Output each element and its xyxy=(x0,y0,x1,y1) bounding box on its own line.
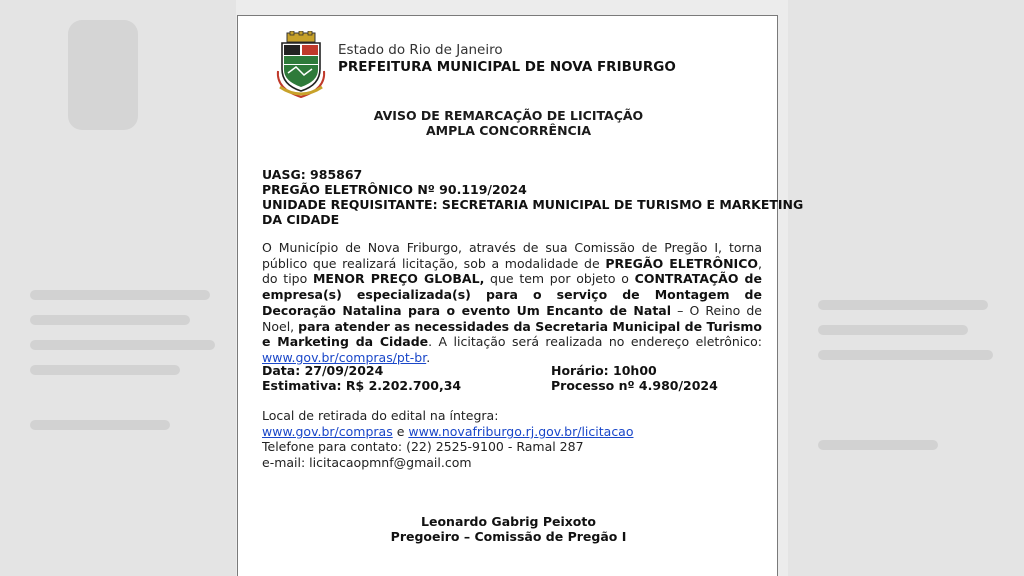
blurred-line xyxy=(818,350,993,360)
novafriburgo-link[interactable]: www.novafriburgo.rj.gov.br/licitacao xyxy=(408,424,634,439)
notice-document xyxy=(237,15,804,576)
body-bold: PREGÃO ELETRÔNICO xyxy=(605,255,758,271)
blurred-line xyxy=(30,420,170,430)
link-separator: e xyxy=(392,424,409,439)
state-name: Estado do Rio de Janeiro xyxy=(338,42,503,58)
edital-label: Local de retirada do edital na íntegra: xyxy=(262,408,499,423)
blurred-line xyxy=(30,315,190,325)
edital-links xyxy=(262,424,634,439)
blurred-line xyxy=(30,340,215,350)
body-text: , do tipo xyxy=(262,255,762,287)
background-left xyxy=(0,0,236,576)
requesting-unit: UNIDADE REQUISITANTE: SECRETARIA MUNICIPAL DE TURISMO E MARKETING xyxy=(262,197,804,212)
process-field: Processo nº 4.980/2024 xyxy=(551,378,718,393)
body-bold: CONTRATAÇÃO de empresa(s) especializada(s) para o serviço de Montagem de Decoração Natalina para o evento Um Encanto de Natal xyxy=(262,271,762,318)
blurred-line xyxy=(30,365,180,375)
blurred-line xyxy=(818,440,938,450)
body-bold: para atender as necessidades da Secretaria Municipal de Turismo e Marketing da Cidade xyxy=(262,318,762,350)
coat-of-arms-icon xyxy=(274,31,328,99)
body-text: . A licitação será realizada no endereço eletrônico: xyxy=(428,334,762,350)
phone-contact: Telefone para contato: (22) 2525-9100 - Ramal 287 xyxy=(262,439,584,454)
notice-subtitle: AMPLA CONCORRÊNCIA xyxy=(425,123,592,138)
gov-compras-link[interactable]: www.gov.br/compras xyxy=(262,424,393,439)
background-right xyxy=(788,0,1024,576)
date-field: Data: 27/09/2024 xyxy=(262,363,384,378)
compras-link[interactable]: www.gov.br/compras/pt-br xyxy=(262,349,427,365)
signatory-role: Pregoeiro – Comissão de Pregão I xyxy=(390,529,627,544)
signatory-name: Leonardo Gabrig Peixoto xyxy=(421,514,596,529)
body-text: O Município de Nova Friburgo, através de sua Comissão de Pregão I, torna público que realizará licitação, sob a modalidade de xyxy=(262,240,762,271)
blurred-line xyxy=(30,290,210,300)
prefecture-name: PREFEITURA MUNICIPAL DE NOVA FRIBURGO xyxy=(338,59,676,75)
notice-body xyxy=(262,240,762,366)
uasg-code: UASG: 985867 xyxy=(262,167,363,182)
requesting-unit-continued: DA CIDADE xyxy=(262,212,340,227)
pregao-number: PREGÃO ELETRÔNICO Nº 90.119/2024 xyxy=(262,182,527,197)
blurred-line xyxy=(818,325,968,335)
email-contact: e-mail: licitacaopmnf@gmail.com xyxy=(262,455,472,470)
body-bold: MENOR PREÇO GLOBAL, xyxy=(312,271,485,287)
body-text: que tem por objeto o xyxy=(484,271,635,287)
notice-title: AVISO DE REMARCAÇÃO DE LICITAÇÃO xyxy=(373,108,644,123)
estimate-field: Estimativa: R$ 2.202.700,34 xyxy=(262,378,462,393)
body-text: – O Reino de Noel, xyxy=(262,302,762,334)
time-field: Horário: 10h00 xyxy=(551,363,657,378)
blurred-line xyxy=(818,300,988,310)
blurred-seal xyxy=(68,20,138,130)
body-text: . xyxy=(426,349,431,365)
